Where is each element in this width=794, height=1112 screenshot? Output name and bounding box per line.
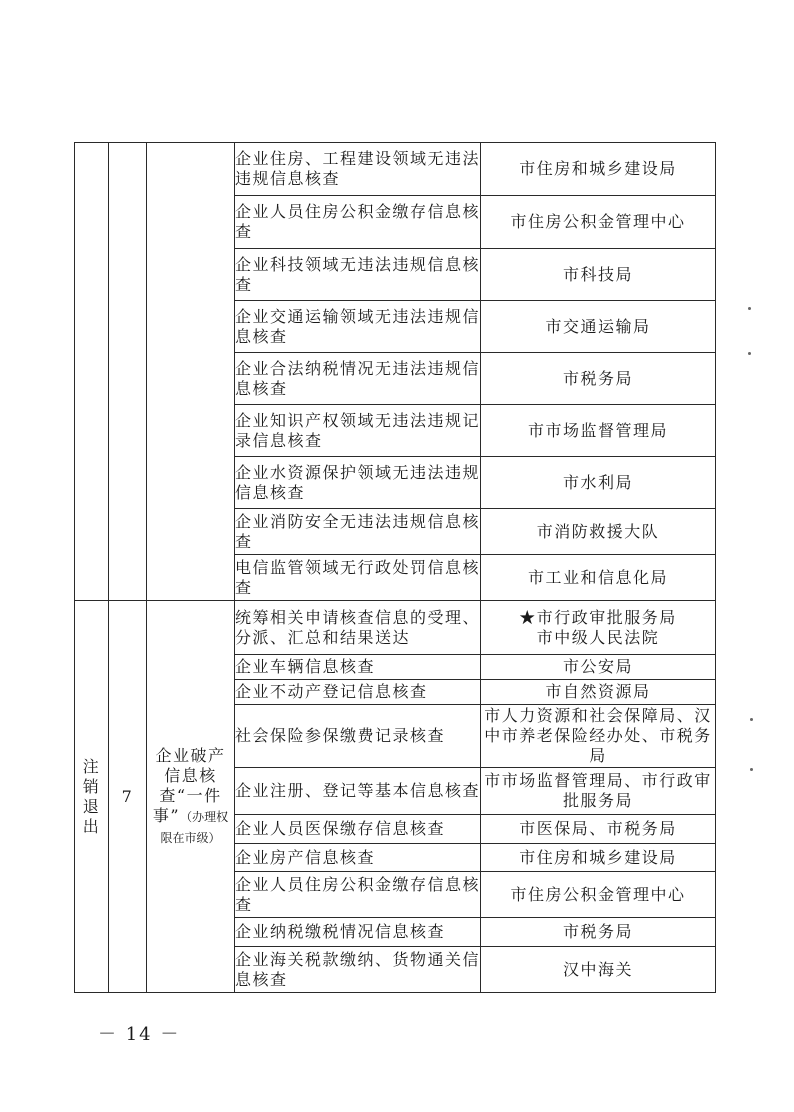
item-cell: 电信监管领域无行政处罚信息核查 [235,555,481,601]
item-cell: 企业科技领域无违法违规信息核查 [235,249,481,301]
item-cell: 企业海关税款缴纳、货物通关信息核查 [235,947,481,993]
number-cell: 7 [109,601,147,993]
item-cell: 企业纳税缴税情况信息核查 [235,918,481,947]
item-cell: 企业房产信息核查 [235,844,481,872]
scan-speck [748,352,751,355]
event-cell [147,601,235,993]
scan-speck [750,768,753,771]
table-body [75,143,716,993]
table-row [75,143,716,196]
table-row [75,601,716,655]
dept-cell: ★市行政审批服务局 市中级人民法院 [481,601,716,655]
item-cell: 企业合法纳税情况无违法违规信息核查 [235,353,481,405]
item-cell: 企业水资源保护领域无违法违规信息核查 [235,457,481,509]
dept-cell: 市市场监督管理局、市行政审批服务局 [481,768,716,815]
number-cell-blank [109,143,147,601]
dept-cell: 市住房公积金管理中心 [481,872,716,918]
dept-cell: 市交通运输局 [481,301,716,353]
scan-speck [748,307,751,310]
event-cell-blank [147,143,235,601]
event-note: （办理权限在市级） [160,809,229,845]
dept-cell: 市水利局 [481,457,716,509]
dept-cell: 市自然资源局 [481,680,716,705]
item-cell: 统筹相关申请核查信息的受理、分派、汇总和结果送达 [235,601,481,655]
dept-cell: 市住房公积金管理中心 [481,196,716,249]
item-cell: 社会保险参保缴费记录核查 [235,705,481,768]
dept-cell: 市税务局 [481,353,716,405]
dept-cell: 市公安局 [481,655,716,680]
item-cell: 企业知识产权领域无违法违规记录信息核查 [235,405,481,457]
scan-speck [750,718,753,721]
item-cell: 企业人员住房公积金缴存信息核查 [235,872,481,918]
stage-cell [75,601,109,993]
dept-cell: 市住房和城乡建设局 [481,143,716,196]
service-table [74,142,716,993]
dept-cell: 市医保局、市税务局 [481,815,716,844]
dept-cell: 市工业和信息化局 [481,555,716,601]
item-cell: 企业消防安全无违法违规信息核查 [235,509,481,555]
dept-cell: 市消防救援大队 [481,509,716,555]
item-cell: 企业人员医保缴存信息核查 [235,815,481,844]
dept-cell: 市税务局 [481,918,716,947]
stage-label [83,757,101,837]
item-cell: 企业人员住房公积金缴存信息核查 [235,196,481,249]
item-cell: 企业住房、工程建设领域无违法违规信息核查 [235,143,481,196]
item-cell: 企业不动产登记信息核查 [235,680,481,705]
stage-text: 注 销 退 出 [82,756,101,836]
dept-cell: 市市场监督管理局 [481,405,716,457]
page-number: － 14 － [98,1024,181,1045]
dept-cell: 市住房和城乡建设局 [481,844,716,872]
item-cell: 企业交通运输领域无违法违规信息核查 [235,301,481,353]
item-cell: 企业注册、登记等基本信息核查 [235,768,481,815]
event-title: 企业破产信息核查“一件事” [152,745,226,825]
dept-cell: 市人力资源和社会保障局、汉中市养老保险经办处、市税务局 [481,705,716,768]
dept-cell: 市科技局 [481,249,716,301]
stage-cell-blank [75,143,109,601]
dept-cell: 汉中海关 [481,947,716,993]
item-cell: 企业车辆信息核查 [235,655,481,680]
